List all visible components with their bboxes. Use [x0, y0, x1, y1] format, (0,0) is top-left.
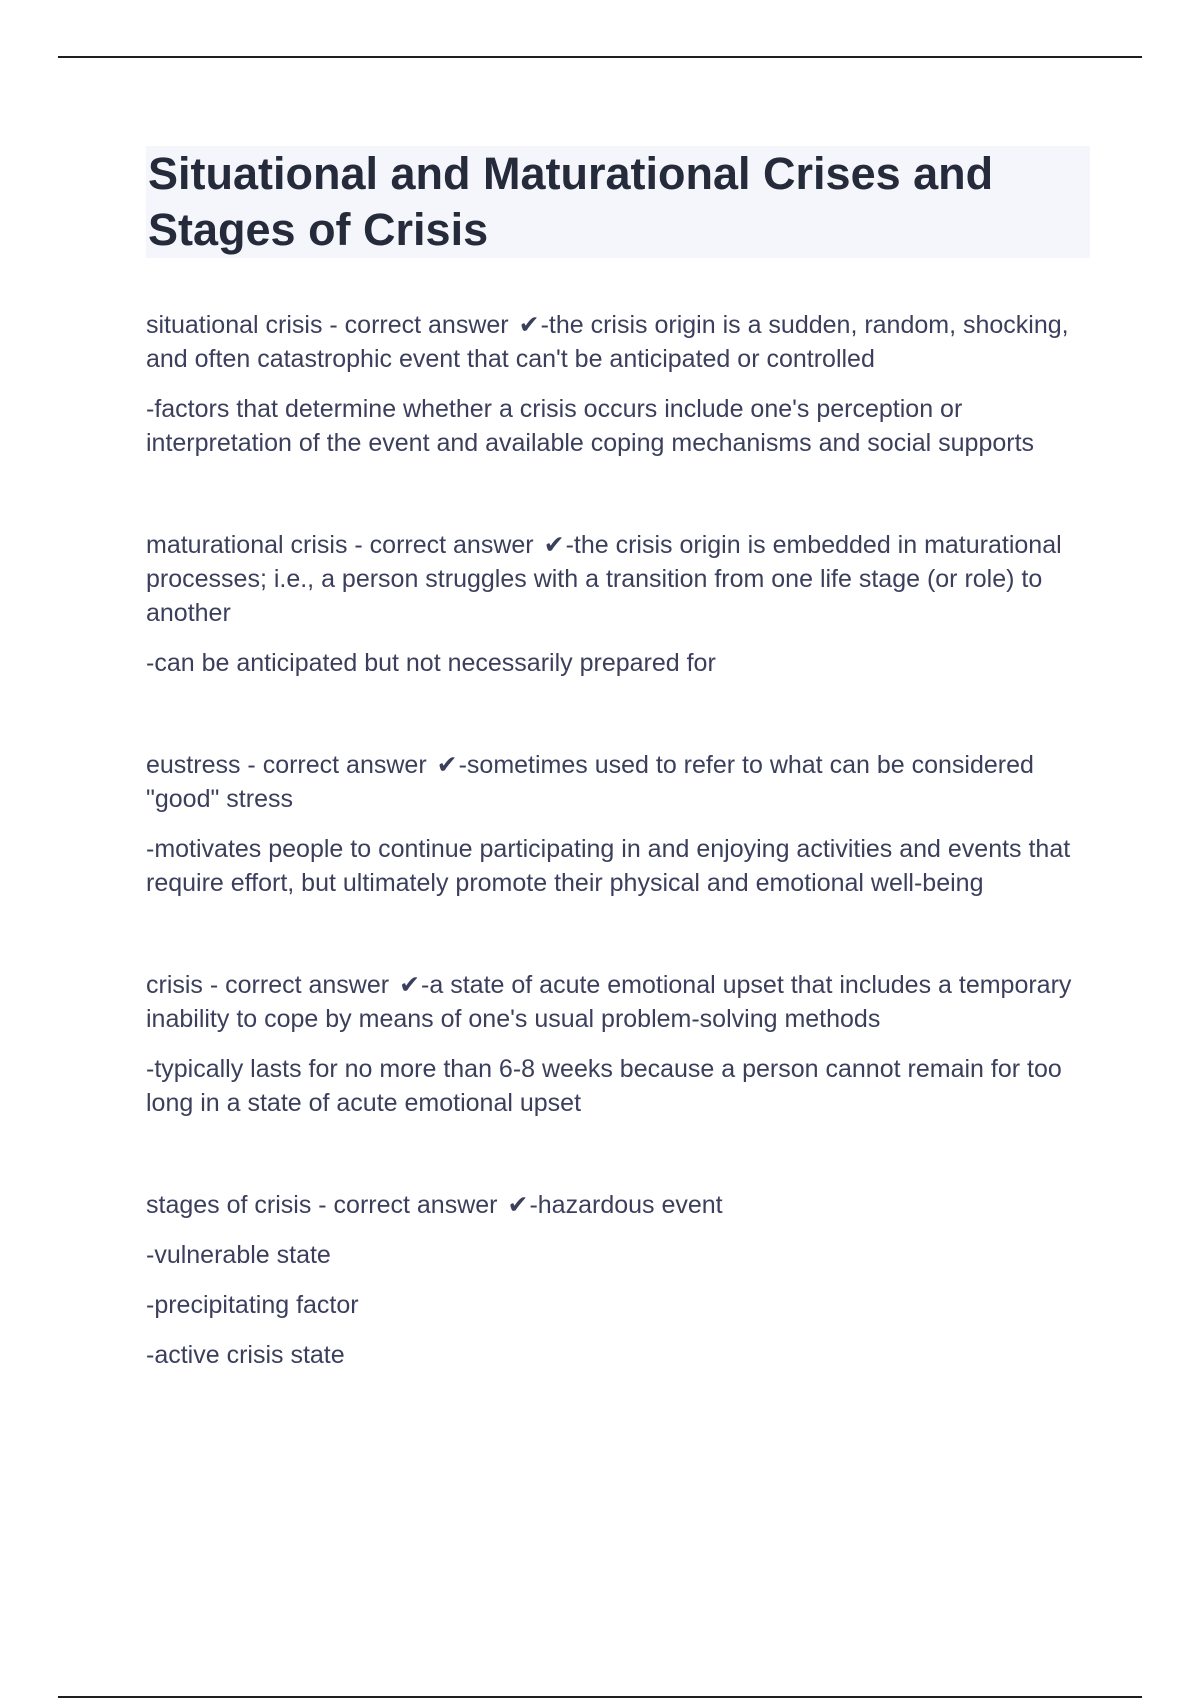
bottom-rule	[58, 1696, 1142, 1698]
entry-term: situational crisis - correct answer	[146, 311, 509, 339]
flashcard-entry	[146, 748, 1090, 900]
document-body	[146, 146, 1090, 1440]
entry-detail-line: -factors that determine whether a crisis occurs include one's perception or interpretation of the event and available coping mechanisms and social supports	[146, 395, 1035, 457]
entry-definition	[146, 968, 1090, 1036]
entry-detail-line: -vulnerable state	[146, 1241, 331, 1269]
entry-definition	[146, 308, 1090, 376]
checkmark-icon: ✔	[507, 1191, 529, 1219]
entry-detail-line: -precipitating factor	[146, 1291, 359, 1319]
entry-detail-line: -can be anticipated but not necessarily prepared for	[146, 649, 716, 677]
flashcard-entry	[146, 528, 1090, 680]
entry-definition	[146, 1188, 1090, 1222]
entry-detail-line: -typically lasts for no more than 6-8 weeks because a person cannot remain for too long in a state of acute emotional upset	[146, 1055, 1062, 1117]
checkmark-icon: ✔	[518, 311, 540, 339]
top-rule	[58, 56, 1142, 58]
checkmark-icon: ✔	[543, 531, 565, 559]
entry-answer: -hazardous event	[529, 1191, 723, 1219]
entry-answer: -a state of acute emotional upset that includes a temporary inability to cope by means of one's usual problem-solving methods	[146, 971, 1072, 1033]
page-title: Situational and Maturational Crises and Stages of Crisis	[148, 148, 994, 255]
entry-answer: -the crisis origin is embedded in maturational processes; i.e., a person struggles with a transition from one life stage (or role) to another	[146, 531, 1062, 627]
checkmark-icon: ✔	[436, 751, 458, 779]
entry-detail-line: -motivates people to continue participating in and enjoying activities and events that require effort, but ultimately promote their physical and emotional well-being	[146, 835, 1071, 897]
entry-term: maturational crisis - correct answer	[146, 531, 534, 559]
entry-definition	[146, 748, 1090, 816]
entry-term: eustress - correct answer	[146, 751, 427, 779]
entry-term: stages of crisis - correct answer	[146, 1191, 498, 1219]
title-box	[146, 146, 1090, 258]
flashcard-entry	[146, 308, 1090, 460]
checkmark-icon: ✔	[399, 971, 421, 999]
flashcard-entry	[146, 968, 1090, 1120]
entry-answer: -sometimes used to refer to what can be considered "good" stress	[146, 751, 1034, 813]
entry-answer: -the crisis origin is a sudden, random, shocking, and often catastrophic event that can't be anticipated or controlled	[146, 311, 1069, 373]
entry-detail-line: -active crisis state	[146, 1341, 345, 1369]
entry-term: crisis - correct answer	[146, 971, 390, 999]
entry-definition	[146, 528, 1090, 630]
flashcard-entry	[146, 1188, 1090, 1372]
